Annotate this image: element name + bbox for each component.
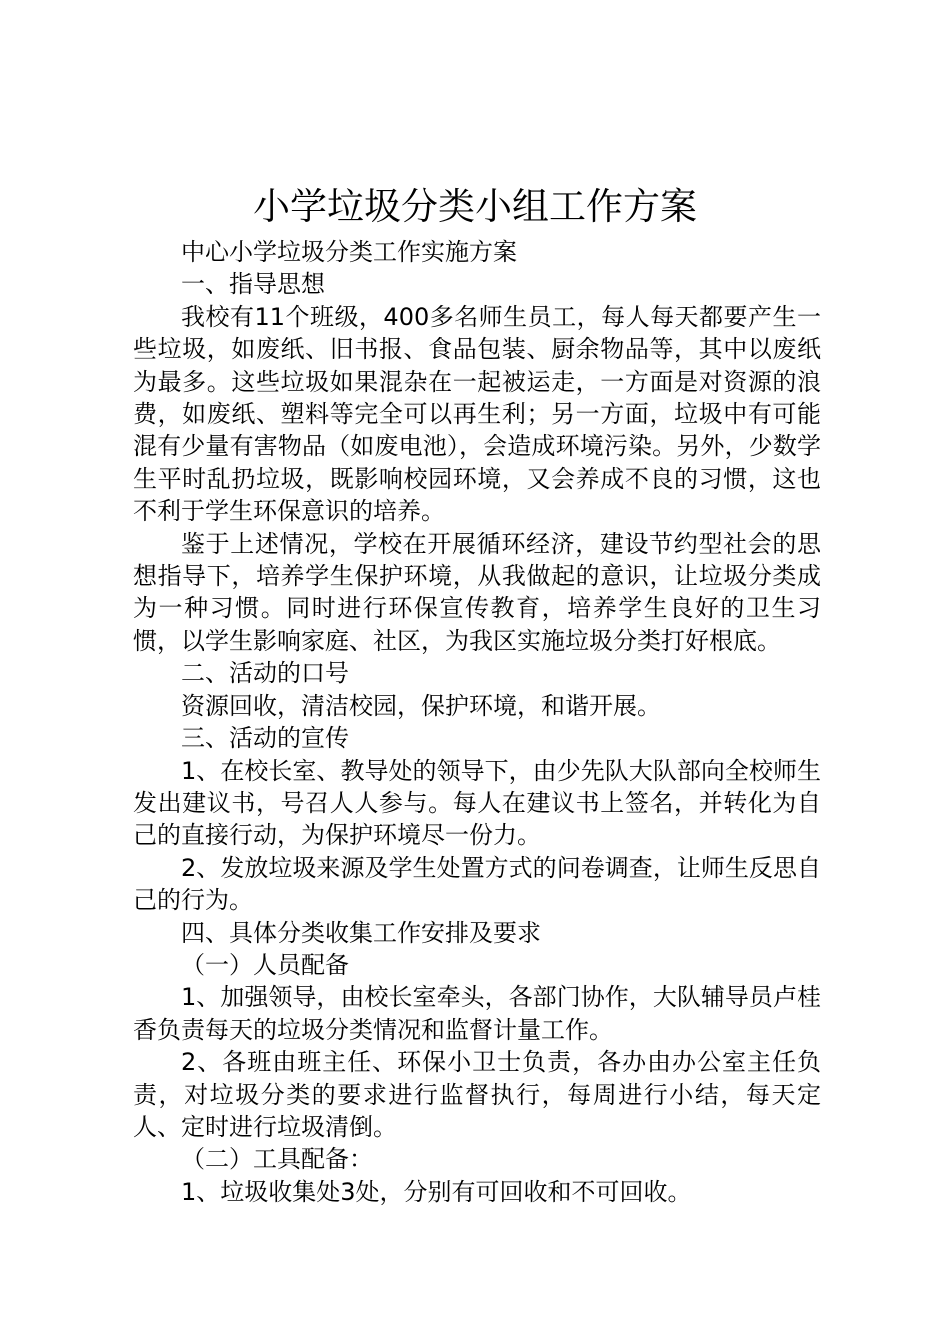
section-heading-guiding-ideology: 一、指导思想: [181, 270, 325, 299]
section-heading-arrangements: 四、具体分类收集工作安排及要求: [181, 918, 541, 947]
paragraph-staffing-2: 2、各班由班主任、环保小卫士负责，各办由办公室主任负责，对垃圾分类的要求进行监督执行，每周进行小结，每天定人、定时进行垃圾清倒。: [133, 1048, 821, 1141]
paragraph-publicity-2: 2、发放垃圾来源及学生处置方式的问卷调查，让师生反思自己的行为。: [133, 853, 821, 915]
document-title: 小学垃圾分类小组工作方案: [253, 185, 697, 228]
subsection-heading-staffing: （一）人员配备: [181, 950, 349, 979]
paragraph-slogan: 资源回收，清洁校园，保护环境，和谐开展。: [181, 691, 661, 720]
document-body: [133, 236, 821, 1208]
section-heading-publicity: 三、活动的宣传: [181, 724, 349, 753]
paragraph-purpose: 鉴于上述情况，学校在开展循环经济，建设节约型社会的思想指导下，培养学生保护环境，从我做起的意识，让垃圾分类成为一种习惯。同时进行环保宣传教育，培养学生良好的卫生习惯，以学生影响家庭、社区，为我区实施垃圾分类打好根底。: [133, 529, 821, 655]
paragraph-staffing-1: 1、加强领导，由校长室牵头，各部门协作，大队辅导员卢桂香负责每天的垃圾分类情况和监督计量工作。: [133, 983, 821, 1044]
paragraph-publicity-1: 1、在校长室、教导处的领导下，由少先队大队部向全校师生发出建议书，号召人人参与。每人在建议书上签名，并转化为自己的直接行动，为保护环境尽一份力。: [133, 756, 821, 850]
subsection-heading-tools: （二）工具配备：: [181, 1145, 373, 1174]
paragraph-background: 我校有11个班级，400多名师生员工，每人每天都要产生一些垃圾，如废纸、旧书报、食品包装、厨余物品等，其中以废纸为最多。这些垃圾如果混杂在一起被运走，一方面是对资源的浪费，如废纸、塑料等完全可以再生利；另一方面，垃圾中有可能混有少量有害物品（如废电池），会造成环境污染。另外，少数学生平时乱扔垃圾，既影响校园环境，又会养成不良的习惯，这也不利于学生环保意识的培养。: [133, 302, 821, 526]
section-heading-slogan: 二、活动的口号: [181, 659, 349, 688]
document-subtitle: 中心小学垃圾分类工作实施方案: [181, 238, 517, 266]
paragraph-tools-1: 1、垃圾收集处3处，分别有可回收和不可回收。: [181, 1177, 692, 1206]
